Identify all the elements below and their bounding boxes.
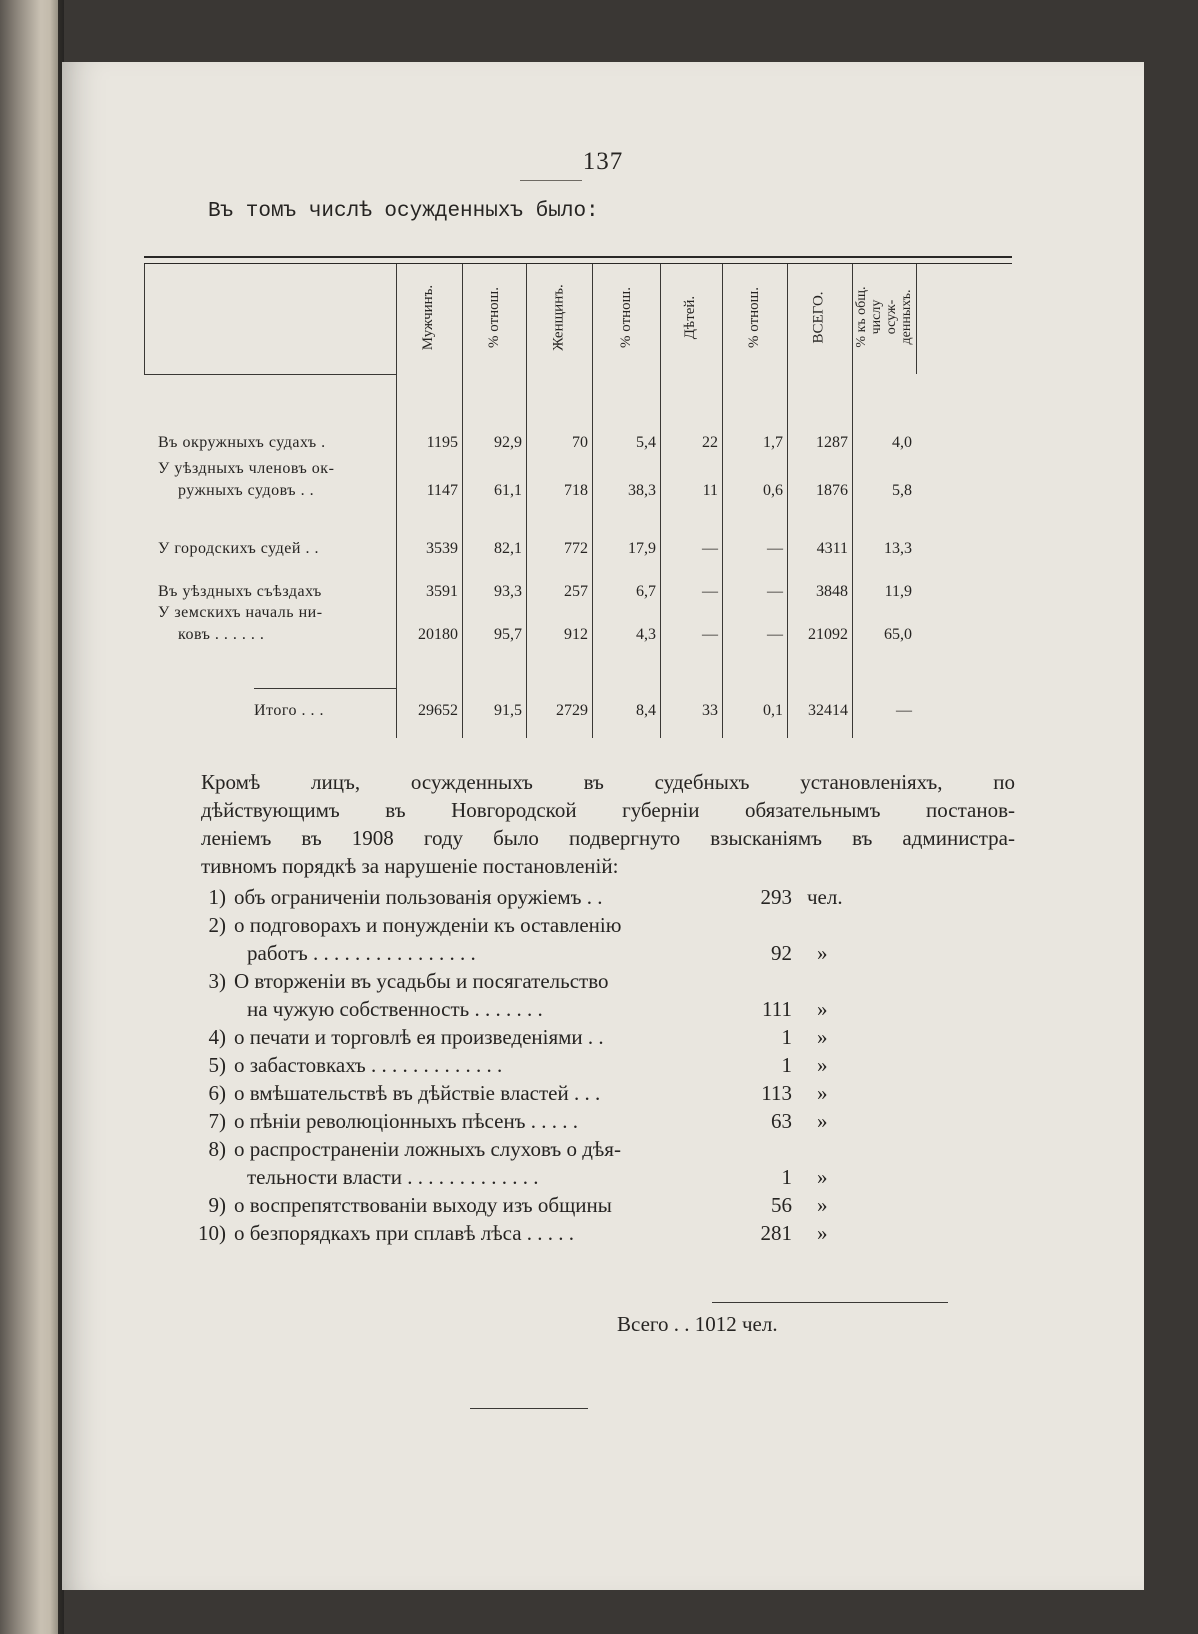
item-number: 3): [208, 969, 226, 993]
row-label-line: ружныхъ судовъ . .: [178, 482, 315, 499]
table-cell: 1,7: [763, 434, 783, 451]
table-cell: 95,7: [494, 626, 522, 643]
column-header: [852, 268, 916, 366]
item-unit: »: [817, 1081, 828, 1105]
table-cell: —: [702, 540, 718, 557]
table-cell: 92,9: [494, 434, 522, 451]
table-cell: 13,3: [884, 540, 912, 557]
item-text: о вмѣшательствѣ въ дѣйствіе властей . . .: [234, 1081, 601, 1105]
table-cell: 65,0: [884, 626, 912, 643]
table-cell: 33: [702, 702, 718, 719]
total-label: Всего . .: [617, 1312, 690, 1336]
table-cell: 6,7: [636, 583, 656, 600]
table-cell: 29652: [418, 702, 458, 719]
table-cell: —: [767, 626, 783, 643]
paragraph-line: дѣйствующимъ въ Новгородской губерніи обязательнымъ постанов-: [201, 798, 1015, 822]
row-label-line: Въ окружныхъ судахъ .: [158, 434, 326, 451]
table-cell: 0,6: [763, 482, 783, 499]
table-cell: 17,9: [628, 540, 656, 557]
paragraph-line: леніемъ въ 1908 году было подвергнуто взысканіямъ въ администра-: [201, 826, 1015, 850]
item-unit: »: [817, 1053, 828, 1077]
column-header: [396, 268, 462, 366]
item-text: работъ . . . . . . . . . . . . . . . .: [247, 941, 476, 965]
item-number: 6): [208, 1081, 226, 1105]
item-count: 113: [761, 1081, 792, 1105]
table-cell: 32414: [808, 702, 848, 719]
item-text: объ ограниченіи пользованія оружіемъ . .: [234, 885, 603, 909]
item-unit: »: [817, 1165, 828, 1189]
item-text: о подговорахъ и понужденіи къ оставленію: [234, 913, 622, 937]
row-label: [158, 432, 398, 454]
table-cell: 11,9: [884, 583, 912, 600]
item-count: 1: [781, 1053, 792, 1077]
paragraph-line: тивномъ порядкѣ за нарушеніе постановленій:: [201, 854, 619, 878]
table-cell: 257: [564, 583, 588, 600]
admin-paragraph: [201, 768, 1015, 880]
table-cell: 4,3: [636, 626, 656, 643]
table-cell: 91,5: [494, 702, 522, 719]
row-label: [158, 602, 398, 646]
row-label: [158, 581, 398, 603]
table-cell: 8,4: [636, 702, 656, 719]
paragraph-line: Кромѣ лицъ, осужденныхъ въ судебныхъ установленіяхъ, по: [201, 770, 1015, 794]
table-cell: 93,3: [494, 583, 522, 600]
item-text: о пѣніи революціонныхъ пѣсенъ . . . . .: [234, 1109, 579, 1133]
table-cell: 2729: [556, 702, 588, 719]
table-cell: —: [702, 583, 718, 600]
item-text: о печати и торговлѣ ея произведеніями . .: [234, 1025, 604, 1049]
table-cell: 772: [564, 540, 588, 557]
table-intro: Въ томъ числѣ осужденныхъ было:: [208, 200, 599, 223]
item-unit: »: [817, 997, 828, 1021]
item-text: О вторженіи въ усадьбы и посягательство: [234, 969, 609, 993]
item-text: на чужую собственность . . . . . . .: [247, 997, 543, 1021]
table-cell: 70: [572, 434, 588, 451]
item-unit: »: [817, 1221, 828, 1245]
column-rule: [916, 264, 917, 374]
page-number-rule: [520, 180, 582, 181]
total-value: 1012: [694, 1312, 737, 1336]
item-number: 2): [208, 913, 226, 937]
row-label: [254, 700, 494, 722]
item-number: 4): [208, 1025, 226, 1049]
total-line: [617, 1310, 778, 1338]
item-count: 63: [771, 1109, 792, 1133]
item-count: 111: [762, 997, 792, 1021]
table-cell: 4,0: [892, 434, 912, 451]
item-unit: »: [817, 1109, 828, 1133]
item-unit: чел.: [807, 885, 843, 909]
item-text: о безпорядкахъ при сплавѣ лѣса . . . . .: [234, 1221, 575, 1245]
item-text: о воспрепятствованіи выходу изъ общины: [234, 1193, 612, 1217]
column-header-text: Женщинъ.: [550, 283, 567, 351]
column-header-text: % отнош.: [746, 286, 762, 348]
column-header: [592, 268, 660, 366]
item-text: тельности власти . . . . . . . . . . . . .: [247, 1165, 539, 1189]
table-cell: 3539: [426, 540, 458, 557]
total-row-rule: [254, 688, 396, 689]
column-header-text: % отнош.: [485, 286, 502, 348]
book-page: [62, 62, 1144, 1590]
column-header-text: ВСЕГО.: [811, 290, 827, 344]
item-text: о забастовкахъ . . . . . . . . . . . . .: [234, 1053, 503, 1077]
column-header-text: Дѣтей.: [682, 295, 699, 339]
item-number: 10): [198, 1221, 226, 1245]
row-label: [158, 458, 398, 502]
total-rule: [712, 1302, 948, 1303]
column-header-text: % отнош.: [617, 286, 634, 348]
item-number: 8): [208, 1137, 226, 1161]
item-text: о распространеніи ложныхъ слуховъ о дѣя-: [234, 1137, 621, 1161]
item-unit: »: [817, 1025, 828, 1049]
item-count: 1: [781, 1025, 792, 1049]
row-label-line: У городскихъ судей . .: [158, 540, 319, 557]
item-unit: »: [817, 941, 828, 965]
item-unit: »: [817, 1193, 828, 1217]
table-cell: —: [702, 626, 718, 643]
table-cell: 0,1: [763, 702, 783, 719]
item-number: 7): [208, 1109, 226, 1133]
table-cell: 3591: [426, 583, 458, 600]
column-header-text: % къ общ. числу осуж- денныхъ.: [854, 286, 914, 348]
stub-rule: [144, 264, 145, 374]
row-label-line: У земскихъ началь ни-: [158, 604, 323, 621]
table-cell: 3848: [816, 583, 848, 600]
table-cell: 82,1: [494, 540, 522, 557]
table-cell: —: [896, 702, 912, 719]
item-number: 1): [208, 885, 226, 909]
page-number: 137: [582, 148, 624, 175]
column-header-text: Мужчинъ.: [420, 284, 437, 350]
table-cell: —: [767, 583, 783, 600]
column-header: [526, 268, 592, 366]
column-header: [462, 268, 526, 366]
table-cell: 38,3: [628, 482, 656, 499]
table-cell: —: [767, 540, 783, 557]
end-rule: [470, 1408, 588, 1409]
table-cell: 22: [702, 434, 718, 451]
table-cell: 4311: [816, 540, 848, 557]
item-count: 293: [760, 885, 792, 909]
total-unit: чел.: [742, 1312, 778, 1336]
table-cell: 21092: [808, 626, 848, 643]
column-header: [660, 268, 722, 366]
row-label-line: Итого . . .: [254, 702, 324, 719]
table-cell: 1876: [816, 482, 848, 499]
column-header: [787, 268, 852, 366]
left-page-edge: [0, 0, 58, 1634]
table-cell: 912: [564, 626, 588, 643]
table-cell: 20180: [418, 626, 458, 643]
item-count: 1: [781, 1165, 792, 1189]
header-rule: [144, 374, 396, 375]
table-cell: 1287: [816, 434, 848, 451]
row-label-line: У уѣздныхъ членовъ ок-: [158, 460, 335, 477]
row-label: [158, 538, 398, 560]
item-count: 56: [771, 1193, 792, 1217]
row-label-line: Въ уѣздныхъ съѣздахъ: [158, 583, 322, 600]
table-cell: 718: [564, 482, 588, 499]
row-label-line: ковъ . . . . . .: [178, 626, 265, 643]
column-header: [722, 268, 787, 366]
table-cell: 61,1: [494, 482, 522, 499]
item-number: 9): [208, 1193, 226, 1217]
item-count: 281: [760, 1221, 792, 1245]
table-cell: 1195: [426, 434, 458, 451]
table-cell: 1147: [426, 482, 458, 499]
table-cell: 11: [702, 482, 718, 499]
table-cell: 5,4: [636, 434, 656, 451]
item-number: 5): [208, 1053, 226, 1077]
table-cell: 5,8: [892, 482, 912, 499]
item-count: 92: [771, 941, 792, 965]
